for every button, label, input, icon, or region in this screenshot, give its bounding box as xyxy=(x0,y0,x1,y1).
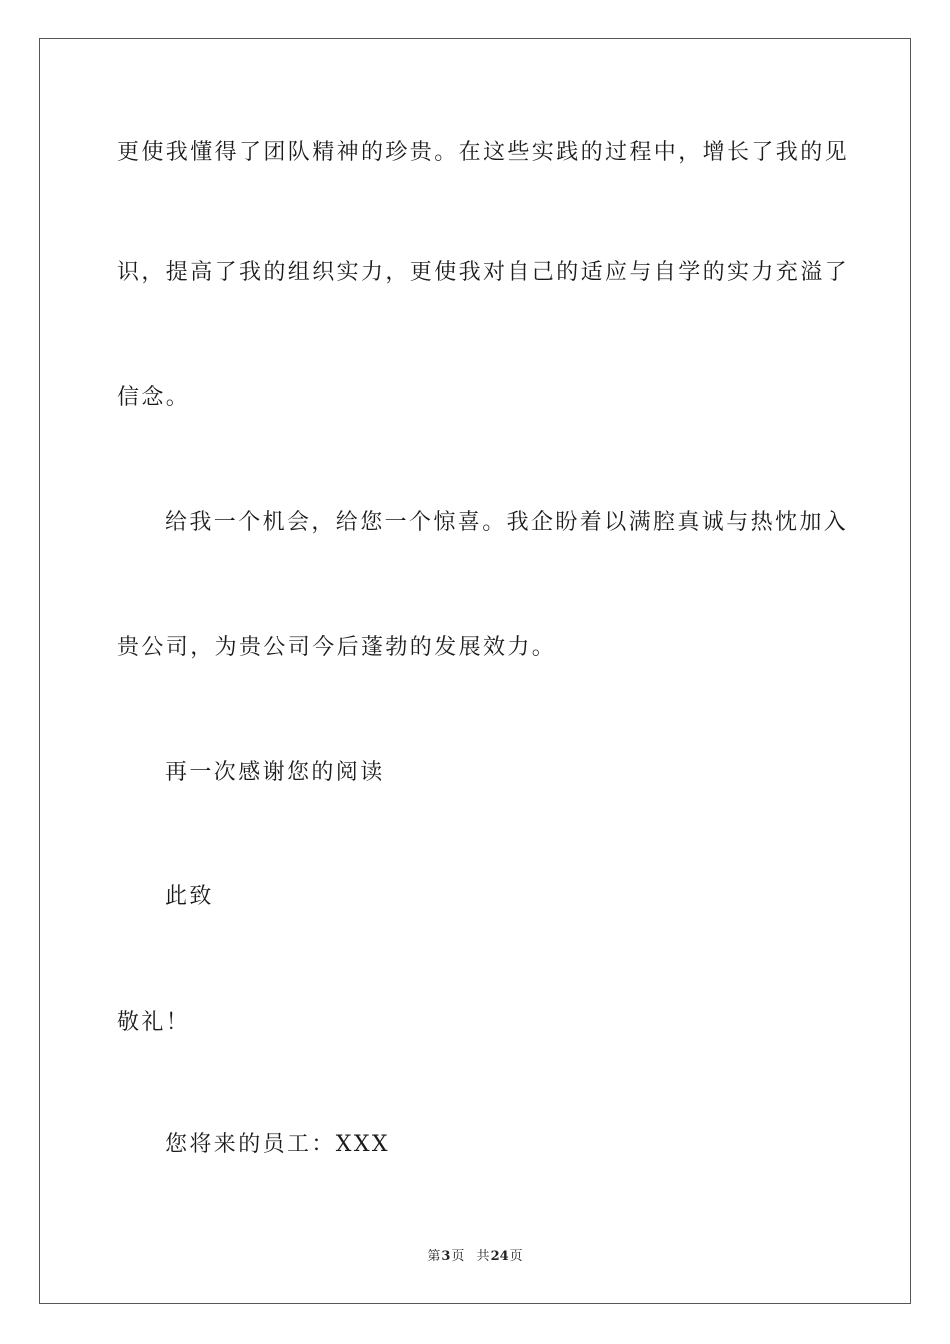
body-line-5: 贵公司，为贵公司今后蓬勃的发展效力。 xyxy=(117,635,557,660)
closing-salutation: 此致 xyxy=(165,884,214,909)
body-line-2: 识，提高了我的组织实力，更使我对自己的适应与自学的实力充溢了 xyxy=(117,260,850,285)
total-pages-indicator: 共24页 xyxy=(476,1249,523,1264)
page-border xyxy=(39,38,911,1304)
page-indicator: 第3页 xyxy=(427,1249,465,1264)
body-line-4: 给我一个机会，给您一个惊喜。我企盼着以满腔真诚与热忱加入 xyxy=(165,510,849,535)
closing-thanks: 再一次感谢您的阅读 xyxy=(165,760,385,785)
body-line-1: 更使我懂得了团队精神的珍贵。在这些实践的过程中，增长了我的见 xyxy=(117,140,850,165)
body-line-3: 信念。 xyxy=(117,385,191,410)
page-footer xyxy=(0,1245,950,1264)
closing-regards: 敬礼！ xyxy=(117,1010,191,1035)
signature-line: 您将来的员工：XXX xyxy=(165,1132,390,1157)
